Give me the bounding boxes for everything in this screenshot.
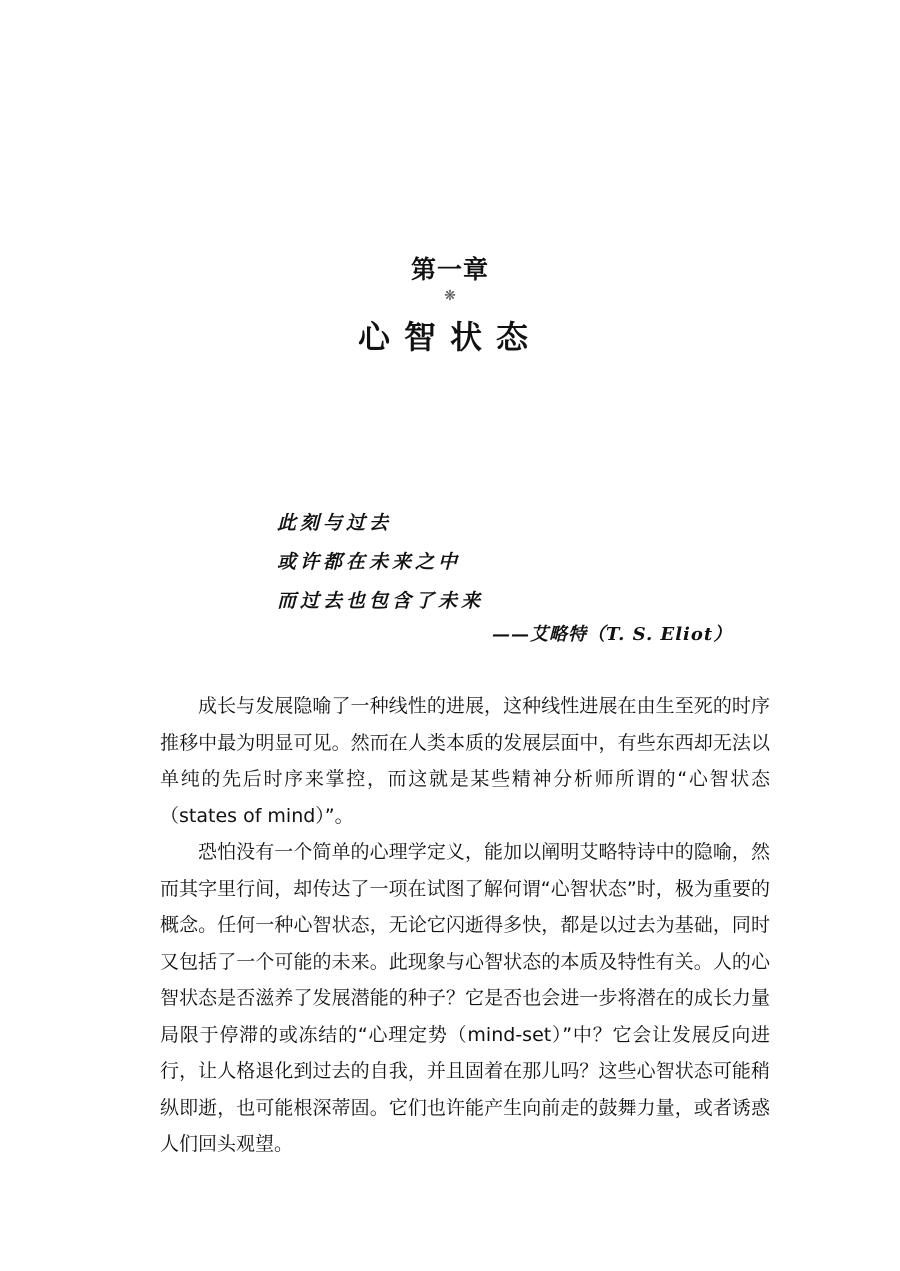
epigraph-line: 此刻与过去: [277, 512, 393, 534]
ornament-icon: ❋: [444, 288, 456, 304]
epigraph-line: 而过去也包含了未来: [277, 590, 485, 612]
chapter-title: 心智状态: [357, 318, 542, 356]
epigraph-attribution: ——艾略特（T. S. Eliot）: [492, 624, 733, 645]
epigraph: [277, 508, 737, 625]
epigraph-line: 或许都在未来之中: [277, 551, 462, 573]
paragraph: 成长与发展隐喻了一种线性的进展，这种线性进展在由生至死的时序推移中最为明显可见。然而在人类本质的发展层面中，有些东西却无法以单纯的先后时序来掌控，而这就是某些精神分析师所谓的“心智状态（states of mind）”。: [160, 695, 770, 827]
chapter-label: 第一章: [410, 255, 489, 284]
paragraph: 恐怕没有一个简单的心理学定义，能加以阐明艾略特诗中的隐喻，然而其字里行间，却传达了一项在试图了解何谓“心智状态”时，极为重要的概念。任何一种心智状态，无论它闪逝得多快，都是以过去为基础，同时又包括了一个可能的未来。此现象与心智状态的本质及特性有关。人的心智状态是否滋养了发展潜能的种子？它是否也会进一步将潜在的成长力量局限于停滞的或冻结的“心理定势（mind-set）”中？它会让发展反向进行，让人格退化到过去的自我，并且固着在那儿吗？这些心智状态可能稍纵即逝，也可能根深蒂固。它们也许能产生向前走的鼓舞力量，或者诱惑人们回头观望。: [160, 841, 770, 1155]
body-text: [160, 688, 770, 1163]
